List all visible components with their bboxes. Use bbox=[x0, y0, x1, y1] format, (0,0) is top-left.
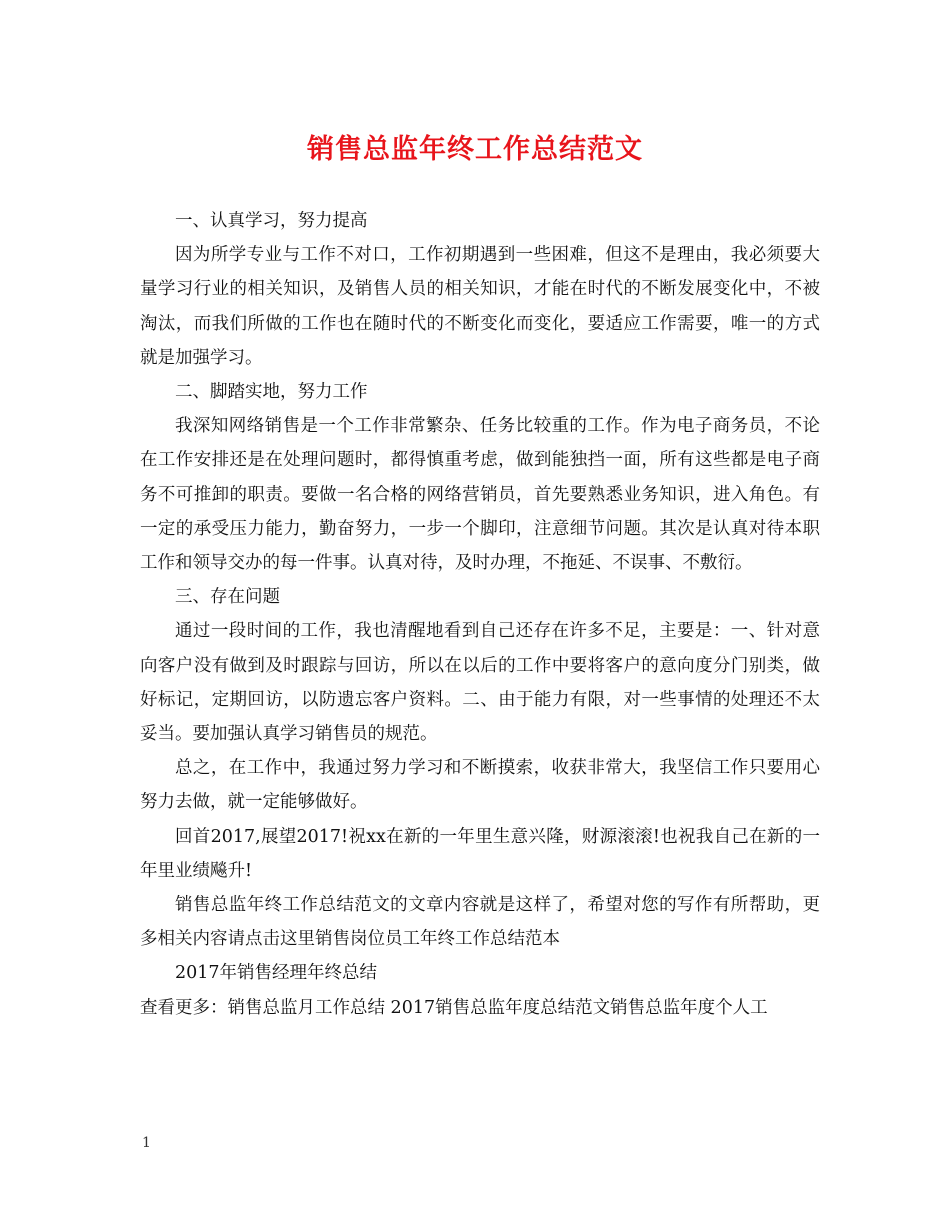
document-title: 销售总监年终工作总结范文 bbox=[307, 134, 643, 165]
paragraph-work: 我深知网络销售是一个工作非常繁杂、任务比较重的工作。作为电子商务员，不论在工作安排还是在处理问题时，都得慎重考虑，做到能独挡一面，所有这些都是电子商务不可推卸的职责。要做一名合格的网络营销员，首先要熟悉业务知识，进入角色。有一定的承受压力能力，勤奋努力，一步一个脚印，注意细节问题。其次是认真对待本职工作和领导交办的每一件事。认真对待，及时办理，不拖延、不误事、不敷衍。 bbox=[140, 416, 820, 574]
section-heading-work: 二、脚踏实地，努力工作 bbox=[175, 382, 368, 403]
see-more-links[interactable]: 查看更多：销售总监月工作总结 2017销售总监年度总结范文销售总监年度个人工 bbox=[140, 997, 768, 1018]
paragraph-related-content: 销售总监年终工作总结范文的文章内容就是这样了，希望对您的写作有所帮助，更多相关内容请点击这里销售岗位员工年终工作总结范本 bbox=[140, 895, 820, 950]
paragraph-conclusion: 总之，在工作中，我通过努力学习和不断摸索，收获非常大，我坚信工作只要用心努力去做，就一定能够做好。 bbox=[140, 758, 820, 813]
section-heading-learning: 一、认真学习，努力提高 bbox=[175, 211, 368, 231]
paragraph-learning: 因为所学专业与工作不对口，工作初期遇到一些困难，但这不是理由，我必须要大量学习行业的相关知识，及销售人员的相关知识，才能在时代的不断发展变化中，不被淘汰，而我们所做的工作也在随时代的不断变化而变化，要适应工作需要，唯一的方式就是加强学习。 bbox=[140, 245, 820, 368]
related-link-sales-manager[interactable]: 2017年销售经理年终总结 bbox=[175, 963, 378, 984]
paragraph-problems: 通过一段时间的工作，我也清醒地看到自己还存在许多不足，主要是：一、针对意向客户没有做到及时跟踪与回访，所以在以后的工作中要将客户的意向度分门别类，做好标记，定期回访，以防遗忘客户资料。二、由于能力有限，对一些事情的处理还不太妥当。要加强认真学习销售员的规范。 bbox=[140, 621, 820, 745]
document-body bbox=[140, 204, 820, 1025]
paragraph-outlook: 回首2017,展望2017!祝xx在新的一年里生意兴隆，财源滚滚!也祝我自己在新的一年里业绩飚升! bbox=[140, 826, 820, 881]
page-number: 1 bbox=[142, 1135, 151, 1151]
section-heading-problems: 三、存在问题 bbox=[175, 587, 280, 608]
